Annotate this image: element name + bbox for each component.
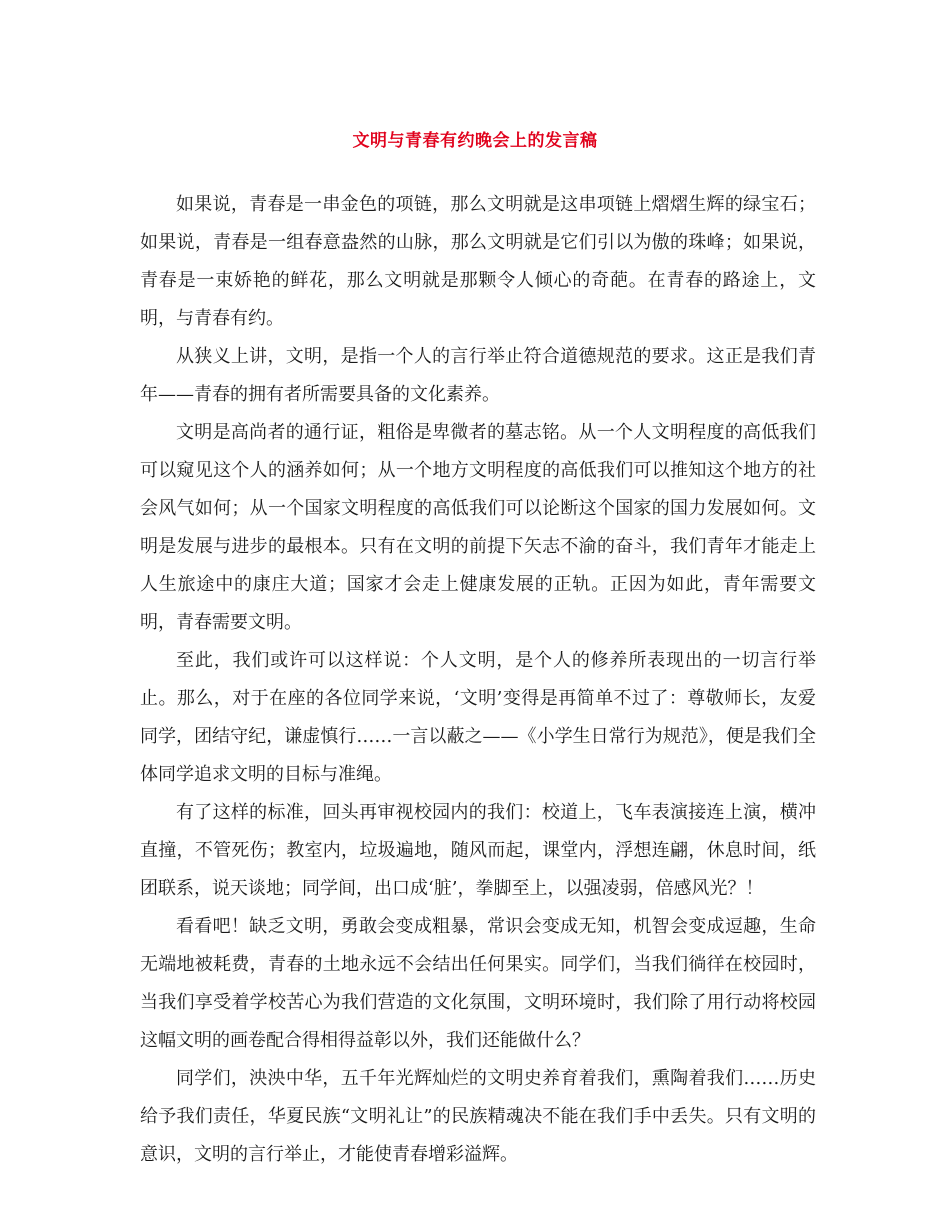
paragraph: 至此，我们或许可以这样说：个人文明，是个人的修养所表现出的一切言行举止。那么，对于在座的各位同学来说，‘文明’变得是再简单不过了：尊敬师长，友爱同学，团结守纪，谦虚慎行……一言以蔽之——《小学生日常行为规范》，便是我们全体同学追求文明的目标与准绳。 (140, 650, 816, 785)
paragraph: 同学们，泱泱中华，五千年光辉灿烂的文明史养育着我们，熏陶着我们……历史给予我们责任，华夏民族“文明礼让”的民族精魂决不能在我们手中丢失。只有文明的意识，文明的言行举止，才能使青春增彩溢辉。 (140, 1068, 816, 1165)
document-body (140, 186, 816, 1174)
paragraph: 有了这样的标准，回头再审视校园内的我们：校道上，飞车表演接连上演，横冲直撞，不管死伤；教室内，垃圾遍地，随风而起，课堂内，浮想连翩，休息时间，纸团联系，说天谈地；同学间，出口成‘脏’，拳脚至上，以强凌弱，倍感风光？！ (140, 802, 816, 899)
paragraph: 如果说，青春是一串金色的项链，那么文明就是这串项链上熠熠生辉的绿宝石；如果说，青春是一组春意盎然的山脉，那么文明就是它们引以为傲的珠峰；如果说，青春是一束娇艳的鲜花，那么文明就是那颗令人倾心的奇葩。在青春的路途上，文明，与青春有约。 (140, 194, 816, 329)
document-title: 文明与青春有约晚会上的发言稿 (352, 131, 598, 151)
paragraph: 文明是高尚者的通行证，粗俗是卑微者的墓志铭。从一个人文明程度的高低我们可以窥见这个人的涵养如何；从一个地方文明程度的高低我们可以推知这个地方的社会风气如何；从一个国家文明程度的高低我们可以论断这个国家的国力发展如何。文明是发展与进步的最根本。只有在文明的前提下矢志不渝的奋斗，我们青年才能走上人生旅途中的康庄大道；国家才会走上健康发展的正轨。正因为如此，青年需要文明，青春需要文明。 (140, 422, 816, 633)
paragraph: 从狭义上讲，文明，是指一个人的言行举止符合道德规范的要求。这正是我们青年——青春的拥有者所需要具备的文化素养。 (140, 346, 816, 405)
paragraph: 看看吧！缺乏文明，勇敢会变成粗暴，常识会变成无知，机智会变成逗趣，生命无端地被耗费，青春的土地永远不会结出任何果实。同学们，当我们徜徉在校园时，当我们享受着学校苦心为我们营造的文化氛围，文明环境时，我们除了用行动将校园这幅文明的画卷配合得相得益彰以外，我们还能做什么？ (140, 916, 816, 1051)
